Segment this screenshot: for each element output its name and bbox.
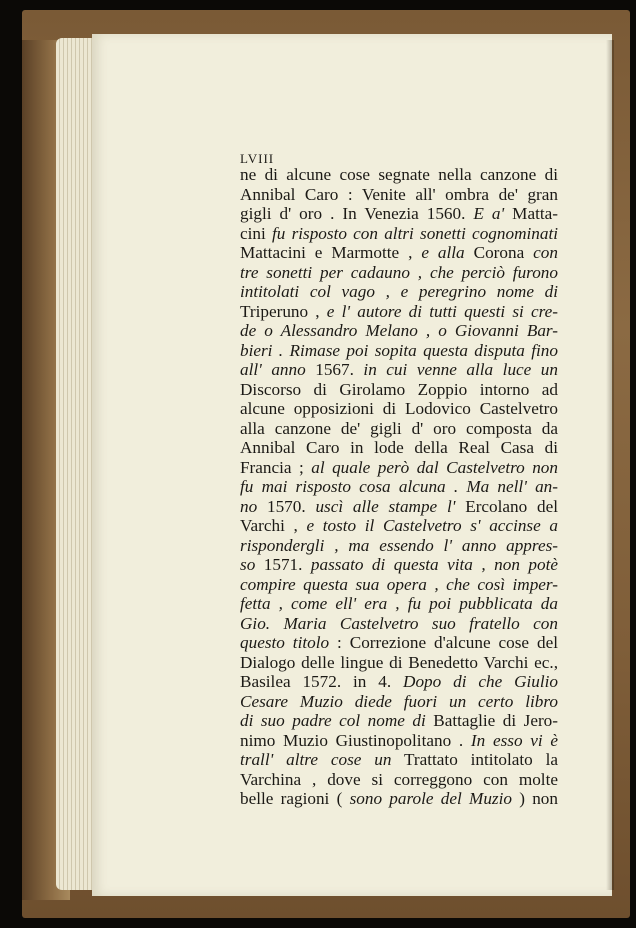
page-number-header: LVIII: [240, 151, 275, 166]
text-line: [240, 321, 558, 341]
text-line: [240, 477, 558, 497]
text-line: [240, 633, 558, 653]
text-line: [240, 653, 558, 673]
italic-run: all' anno: [240, 360, 316, 379]
text-line: [240, 672, 558, 692]
text-line: [240, 302, 558, 322]
text-block: [240, 152, 558, 809]
italic-run: Gio. Maria Castelvetro suo fratello con: [240, 613, 558, 633]
italic-run: intitolati col vago , e peregrino nome di: [240, 282, 558, 301]
roman-run: Varchi ,: [240, 516, 307, 535]
italic-run: compire questa sua opera , che così imper-: [240, 574, 558, 594]
text-line: [240, 750, 558, 770]
text-line: [240, 263, 558, 283]
roman-run: Basilea 1572. in 4.: [240, 672, 404, 691]
text-line: [240, 536, 558, 556]
roman-run: 1567.: [315, 360, 364, 379]
roman-run: Triperuno ,: [240, 301, 327, 321]
italic-run: so: [240, 555, 264, 574]
page-shadow: [606, 40, 614, 890]
roman-run: 1571.: [263, 555, 311, 574]
text-line: [240, 204, 558, 224]
text-line: [240, 419, 558, 439]
text-line: [240, 165, 558, 185]
text-line: [240, 380, 558, 400]
italic-run: bieri . Rimase poi sopita questa disputa fino: [240, 340, 558, 360]
text-line: [240, 243, 558, 263]
italic-run: di suo padre col nome di: [240, 711, 426, 730]
italic-run: fu risposto con altri sonetti cognominati: [271, 223, 558, 243]
italic-run: questo titolo: [240, 633, 330, 652]
italic-run: uscì alle stampe l': [315, 496, 456, 516]
text-line: [240, 497, 558, 517]
text-line: [240, 516, 558, 536]
roman-run: : Correzione d'alcune cose del: [329, 633, 558, 652]
italic-run: e tosto il Castelvetro s' accinse a: [306, 516, 558, 535]
italic-run: rispondergli , ma essendo l' anno appres-: [240, 535, 558, 555]
italic-run: passato di questa vita , non potè: [310, 555, 558, 574]
roman-run: Francia ;: [240, 457, 312, 477]
text-line: [240, 770, 558, 790]
text-line: [240, 555, 558, 575]
roman-run: Battaglie di Jero-: [425, 711, 558, 730]
italic-run: in cui venne alla luce un: [363, 360, 558, 379]
text-line: [240, 438, 558, 458]
italic-run: e alla: [421, 243, 465, 262]
italic-run: e l' autore di tutti questi si cre-: [326, 301, 558, 321]
text-line: [240, 614, 558, 634]
text-line: [240, 594, 558, 614]
roman-run: Trattato intitolato la: [391, 750, 558, 769]
text-line: [240, 282, 558, 302]
body-text: [240, 165, 558, 809]
roman-run: alcune opposizioni di Lodovico Castelvetro: [240, 399, 558, 418]
text-line: [240, 399, 558, 419]
italic-run: fu mai risposto cosa alcuna . Ma nell' an-: [240, 477, 558, 496]
italic-run: In esso vi è: [470, 730, 558, 750]
roman-run: gigli d' oro . In Venezia 1560.: [240, 204, 474, 223]
roman-run: Varchina , dove si correggono con molte: [240, 769, 558, 789]
text-line: [240, 575, 558, 595]
text-line: [240, 360, 558, 380]
roman-run: 1570.: [266, 496, 316, 516]
italic-run: al quale però dal Castelvetro non: [311, 457, 558, 477]
roman-run: Matta-: [504, 204, 558, 223]
roman-run: ne di alcune cose segnate nella canzone di: [240, 165, 558, 184]
roman-run: Annibal Caro in lode della Real Casa di: [240, 438, 558, 457]
italic-run: fetta , come ell' era , fu poi pubblicata da: [240, 594, 558, 613]
italic-run: de o Alessandro Melano , o Giovanni Bar-: [240, 321, 558, 340]
text-line: [240, 224, 558, 244]
italic-run: con: [533, 243, 558, 262]
italic-run: E a': [473, 204, 505, 223]
roman-run: belle ragioni (: [240, 789, 350, 808]
roman-run: Mattacini e Marmotte ,: [240, 243, 422, 262]
roman-run: alla canzone de' gigli d' oro composta da: [240, 418, 558, 438]
text-line: [240, 341, 558, 361]
roman-run: Discorso di Girolamo Zoppio intorno ad: [240, 379, 558, 399]
roman-run: Ercolano del: [455, 496, 558, 516]
text-line: [240, 692, 558, 712]
roman-run: Dialogo delle lingue di Benedetto Varchi ec.,: [240, 652, 558, 672]
roman-run: Corona: [464, 243, 534, 262]
italic-run: Dopo di che Giulio: [403, 672, 558, 691]
text-line: [240, 731, 558, 751]
roman-run: ) non: [511, 789, 558, 808]
text-line: [240, 185, 558, 205]
italic-run: tre sonetti per cadauno , che perciò furono: [240, 262, 558, 282]
text-line: [240, 711, 558, 731]
text-line: [240, 458, 558, 478]
text-line: [240, 789, 558, 809]
roman-run: nimo Muzio Giustinopolitano .: [240, 730, 471, 750]
roman-run: Annibal Caro : Venite all' ombra de' gran: [240, 184, 558, 204]
italic-run: sono parole del Muzio: [349, 789, 512, 808]
italic-run: trall' altre cose un: [240, 750, 392, 769]
roman-run: cini: [240, 223, 272, 243]
italic-run: Cesare Muzio diede fuori un certo libro: [240, 691, 558, 711]
italic-run: no: [240, 496, 267, 516]
